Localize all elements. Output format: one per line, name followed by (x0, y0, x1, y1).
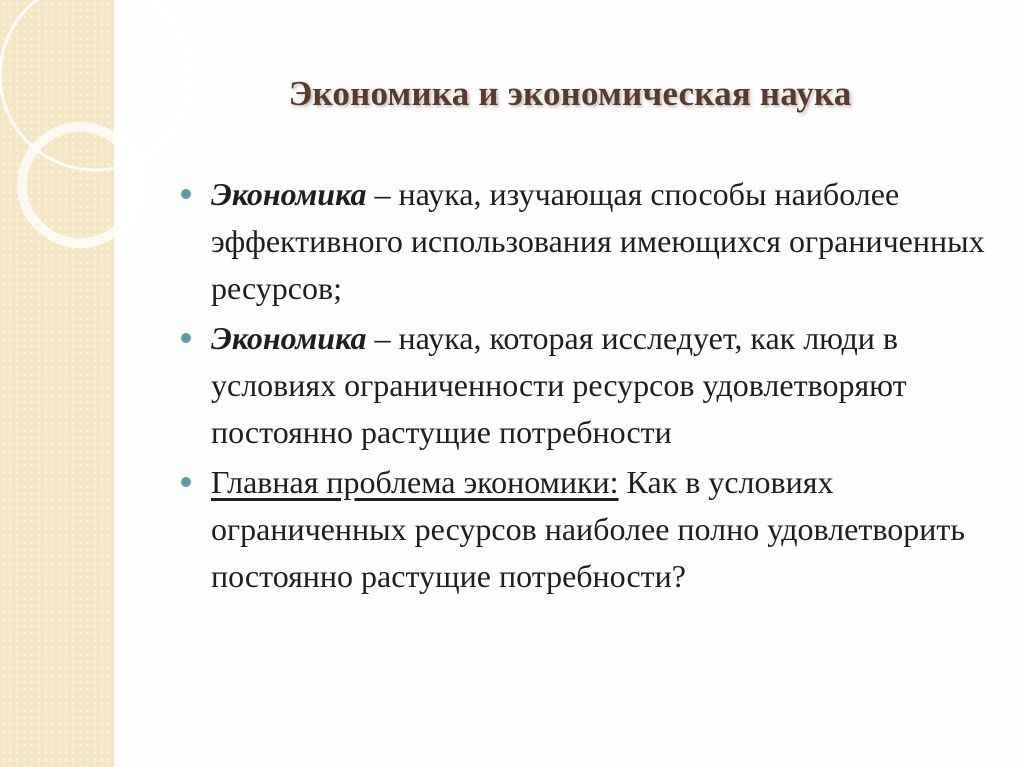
main-problem-label: Главная проблема экономики: (211, 464, 619, 500)
bullet-dot-icon (181, 333, 191, 343)
bullet-main-problem (181, 459, 1001, 600)
bullet-dot-icon (181, 189, 191, 199)
bullet-dot-icon (181, 477, 191, 487)
term-economics: Экономика (211, 176, 367, 212)
definition-text: – наука, изучающая способы наиболее эффективного использования имеющихся ограниченных ресурсов; (211, 176, 985, 306)
bullet-list (181, 171, 1001, 603)
bullet-economics-definition-2 (181, 315, 1001, 456)
decorative-rings (0, 0, 200, 280)
term-economics: Экономика (211, 320, 367, 356)
main-problem-text: Как в условиях ограниченных ресурсов наиболее полно удовлетворить постоянно растущие потребности? (211, 464, 965, 594)
definition-text: – наука, которая исследует, как люди в условиях ограниченности ресурсов удовлетворяют постоянно растущие потребности (211, 320, 907, 450)
slide-title: Экономика и экономическая наука (288, 74, 852, 113)
bullet-economics-definition-1 (181, 171, 1001, 312)
